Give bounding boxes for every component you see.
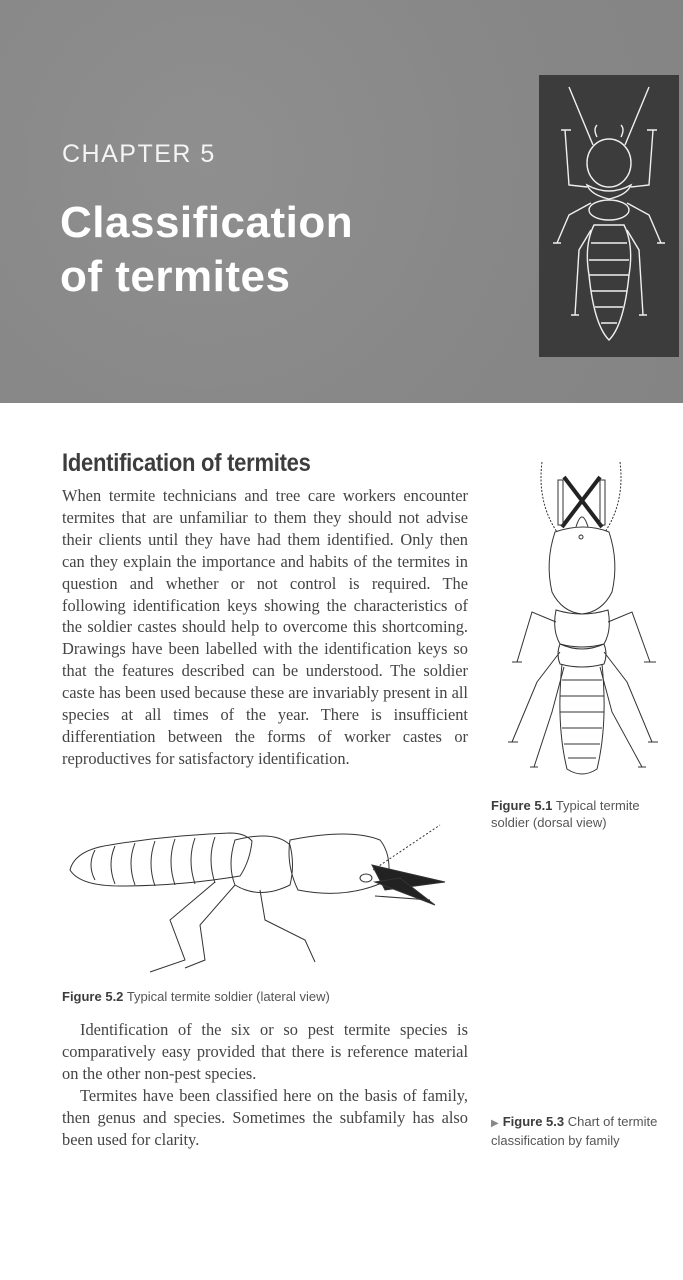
figure-label: Figure 5.2 <box>62 989 124 1004</box>
termite-soldier-lateral-icon <box>55 810 475 980</box>
figure-5-2-caption <box>62 988 482 1005</box>
chapter-header <box>0 0 683 403</box>
figure-caption-text: Chart of termite classification by family <box>491 1114 658 1148</box>
paragraph-text: Identification of the six or so pest termite species is comparatively easy provided that there is reference material on the other non-pest species. <box>62 1020 468 1083</box>
chapter-title-line2: of termites <box>60 252 291 301</box>
figure-5-1-caption <box>491 797 671 831</box>
figure-caption-text: Typical termite soldier (dorsal view) <box>491 798 640 830</box>
section-heading: Identification of termites <box>62 449 311 477</box>
paragraph-text: Termites have been classified here on the basis of family, then genus and species. Sometimes the subfamily has also been used for clarity. <box>62 1085 468 1149</box>
arrow-right-icon: ▶ <box>491 1118 499 1129</box>
chapter-label: CHAPTER 5 <box>62 140 216 168</box>
figure-5-3-caption <box>491 1113 676 1149</box>
body-paragraph-1 <box>62 485 468 770</box>
figure-label: Figure 5.3 <box>502 1114 565 1129</box>
paragraph-text: When termite technicians and tree care workers encounter termites that are unfamiliar to them they should not advise their clients until they have had them identified. Only then can they explain the importance and habits of the termites in question and whether or not control is required. The following identification keys showing the characteristics of the soldier castes should help to overcome this shortcoming. Drawings have been labelled with the identification keys so that the features described can be understood. The soldier caste has been used because these are invariably present in all species at all times of the year. There is insufficient differentiation between the forms of worker castes or reproductives for satisfactory identification. <box>62 486 468 768</box>
figure-5-1 <box>492 452 672 792</box>
termite-dorsal-icon <box>539 75 679 357</box>
chapter-title-line1: Classification <box>60 198 354 247</box>
chapter-title <box>60 196 353 304</box>
body-paragraph-2 <box>62 1019 468 1150</box>
termite-soldier-dorsal-icon <box>492 452 672 792</box>
figure-label: Figure 5.1 <box>491 798 553 813</box>
figure-caption-text: Typical termite soldier (lateral view) <box>126 989 330 1004</box>
chapter-thumbnail <box>539 75 679 357</box>
figure-5-2 <box>55 810 475 980</box>
